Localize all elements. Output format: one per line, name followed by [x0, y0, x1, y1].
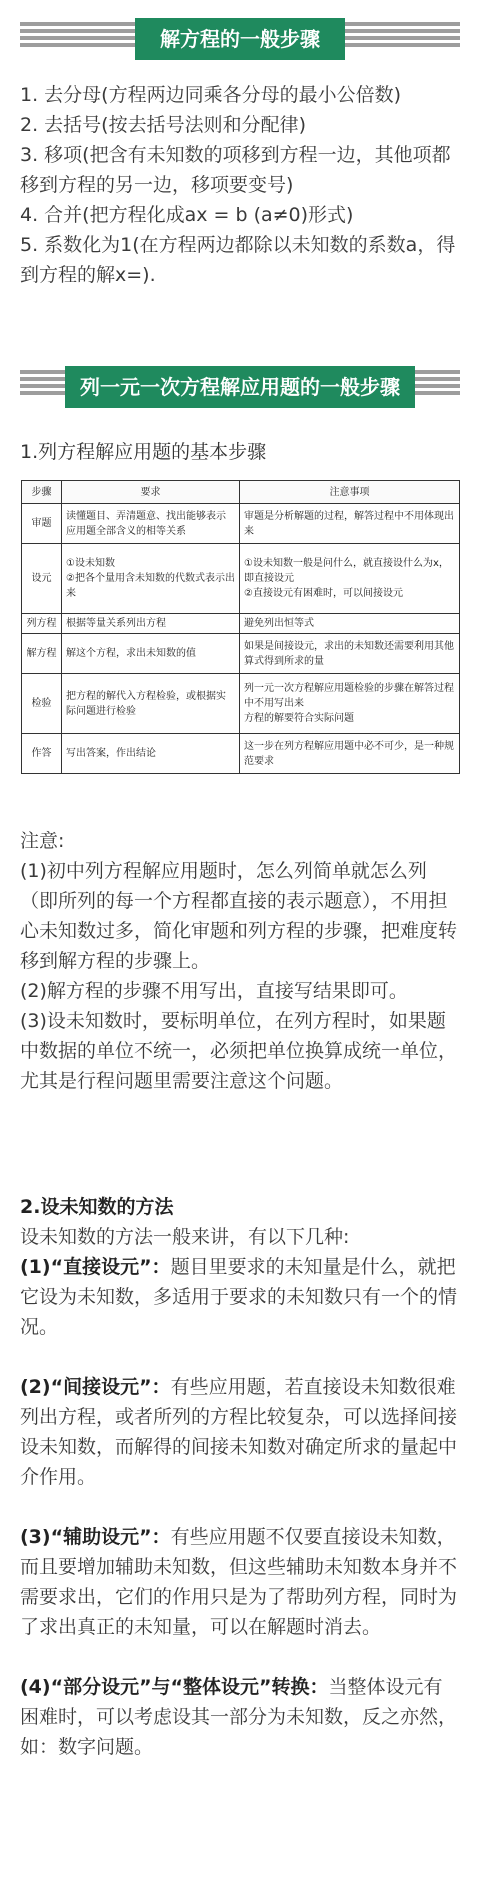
methods-heading: 2.设未知数的方法: [20, 1196, 174, 1218]
cell-notes: 避免列出恒等式: [240, 614, 460, 634]
table-row: [22, 544, 460, 614]
method-item: [20, 1252, 460, 1342]
table-header-row: [22, 481, 460, 504]
cell-step: 设元: [22, 544, 62, 614]
methods-intro: 设未知数的方法一般来讲，有以下几种:: [20, 1226, 350, 1248]
cell-step: 解方程: [22, 634, 62, 674]
method-label: (2)“间接设元”：: [20, 1376, 171, 1398]
method-text: 题目里要求的未知量是什么，就把它设为未知数，多适用于要求的未知数只有一个的情况。: [20, 1256, 458, 1338]
cell-requirement: ①设未知数 ②把各个量用含未知数的代数式表示出来: [62, 544, 240, 614]
cell-step: 审题: [22, 504, 62, 544]
table-row: [22, 734, 460, 774]
header-notes: 注意事项: [240, 481, 460, 504]
header-step: 步骤: [22, 481, 62, 504]
steps-table: [21, 480, 460, 774]
method-item: [20, 1672, 460, 1762]
cell-requirement: 把方程的解代入方程检验，或根据实际问题进行检验: [62, 674, 240, 734]
cell-step: 作答: [22, 734, 62, 774]
table-row: [22, 504, 460, 544]
note-item: (2)解方程的步骤不用写出，直接写结果即可。: [20, 980, 408, 1002]
section-title-application-steps: 列一元一次方程解应用题的一般步骤: [65, 366, 415, 408]
method-text: 有些应用题，若直接设未知数很难列出方程，或者所列的方程比较复杂，可以选择间接设未知数，而解得的间接未知数对确定所求的量起中介作用。: [20, 1376, 458, 1488]
cell-requirement: 读懂题目、弄清题意、找出能够表示应用题全部含义的相等关系: [62, 504, 240, 544]
step-4: 4. 合并(把方程化成ax = b (a≠0)形式): [20, 204, 354, 226]
table-row: [22, 614, 460, 634]
step-1: 1. 去分母(方程两边同乘各分母的最小公倍数): [20, 84, 401, 106]
step-2: 2. 去括号(按去括号法则和分配律): [20, 114, 306, 136]
section-banner-1: [20, 10, 460, 66]
header-requirement: 要求: [62, 481, 240, 504]
notes-block: [20, 826, 460, 1096]
method-item: [20, 1522, 460, 1642]
method-label: (4)“部分设元”与“整体设元”转换：: [20, 1676, 329, 1698]
section-banner-2: [20, 358, 460, 414]
methods-block: [20, 1192, 460, 1762]
method-text: 当整体设元有困难时，可以考虑设其一部分为未知数，反之亦然，如：数字问题。: [20, 1676, 458, 1758]
note-item: (1)初中列方程解应用题时，怎么列简单就怎么列（即所列的每一个方程都直接的表示题意），不用担心未知数过多，简化审题和列方程的步骤，把难度转移到解方程的步骤上。: [20, 860, 458, 972]
method-label: (1)“直接设元”：: [20, 1256, 171, 1278]
cell-notes: 这一步在列方程解应用题中必不可少，是一种规范要求: [240, 734, 460, 774]
notes-heading: 注意:: [20, 830, 65, 852]
solving-steps-list: [20, 80, 460, 290]
cell-step: 列方程: [22, 614, 62, 634]
step-3: 3. 移项(把含有未知数的项移到方程一边，其他项都移到方程的另一边，移项要变号): [20, 144, 451, 196]
cell-notes: 如果是间接设元，求出的未知数还需要利用其他算式得到所求的量: [240, 634, 460, 674]
cell-notes: 审题是分析解题的过程，解答过程中不用体现出来: [240, 504, 460, 544]
table-subtitle: 1.列方程解应用题的基本步骤: [20, 441, 267, 463]
note-item: (3)设未知数时，要标明单位，在列方程时，如果题中数据的单位不统一，必须把单位换算成统一单位，尤其是行程问题里需要注意这个问题。: [20, 1010, 458, 1092]
table-row: [22, 674, 460, 734]
method-text: 有些应用题不仅要直接设未知数，而且要增加辅助未知数，但这些辅助未知数本身并不需要求出，它们的作用只是为了帮助列方程，同时为了求出真正的未知量，可以在解题时消去。: [20, 1526, 458, 1638]
cell-notes: 列一元一次方程解应用题检验的步骤在解答过程中不用写出来 方程的解要符合实际问题: [240, 674, 460, 734]
cell-requirement: 根据等量关系列出方程: [62, 614, 240, 634]
cell-step: 检验: [22, 674, 62, 734]
cell-notes: ①设未知数一般是问什么，就直接设什么为x，即直接设元 ②直接设元有困难时，可以间接设元: [240, 544, 460, 614]
section-title-solving-steps: 解方程的一般步骤: [135, 18, 345, 60]
method-label: (3)“辅助设元”：: [20, 1526, 171, 1548]
step-5: 5. 系数化为1(在方程两边都除以未知数的系数a，得到方程的解x=).: [20, 234, 456, 286]
cell-requirement: 解这个方程，求出未知数的值: [62, 634, 240, 674]
method-item: [20, 1372, 460, 1492]
table-row: [22, 634, 460, 674]
cell-requirement: 写出答案，作出结论: [62, 734, 240, 774]
